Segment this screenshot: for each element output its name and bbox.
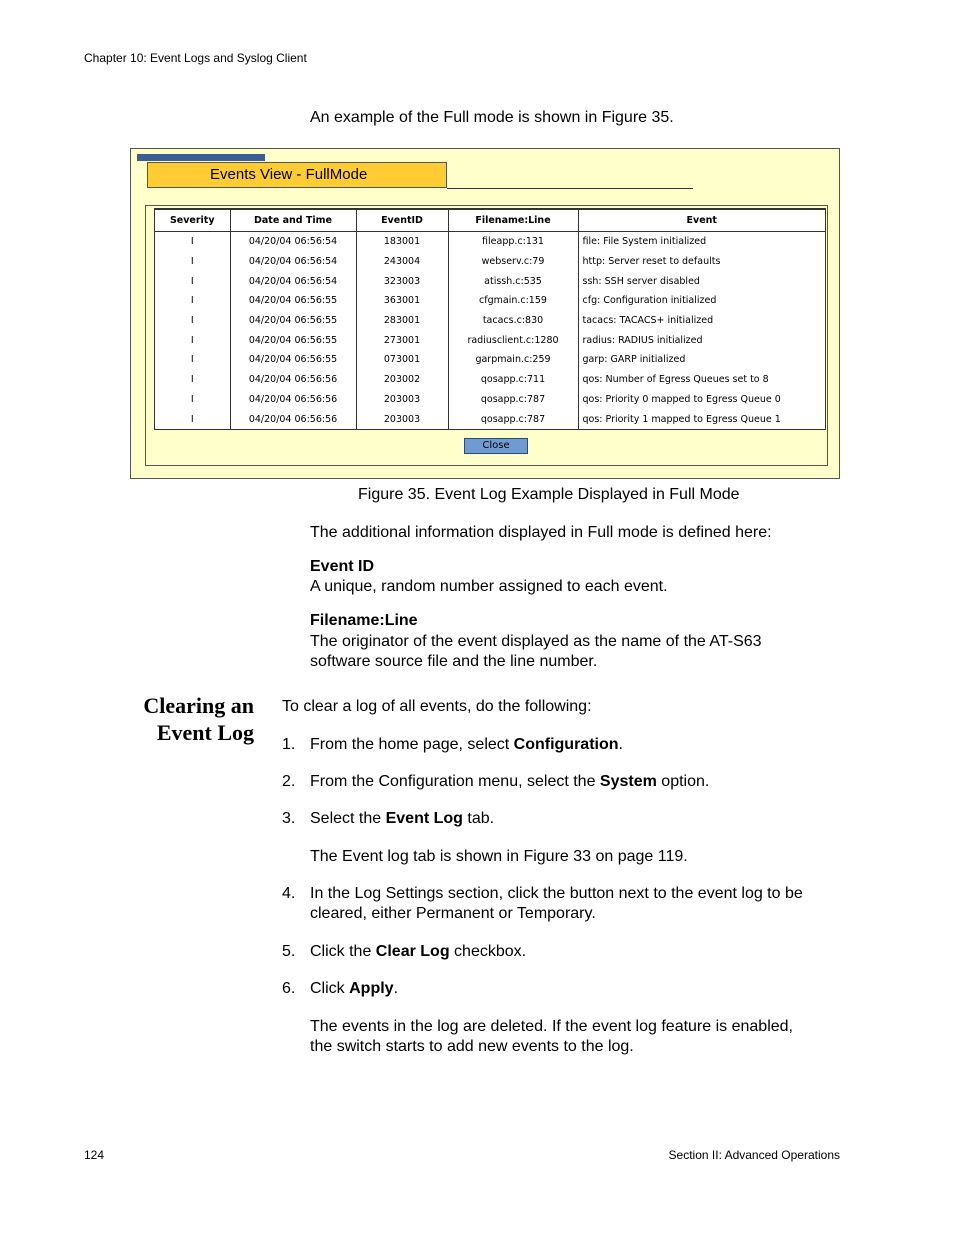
table-cell: I bbox=[155, 252, 230, 272]
event-id-term: Event ID bbox=[310, 558, 375, 575]
events-table-box bbox=[154, 208, 826, 430]
step-text: . bbox=[393, 980, 399, 997]
filename-definition-line-1: The originator of the event displayed as the name of the AT-S63 bbox=[310, 633, 762, 650]
table-cell: 04/20/04 06:56:54 bbox=[230, 271, 356, 291]
step-text: Click bbox=[310, 980, 350, 997]
table-row bbox=[155, 311, 825, 331]
figure-caption: Figure 35. Event Log Example Displayed in Full Mode bbox=[358, 486, 740, 503]
table-cell: 073001 bbox=[356, 350, 448, 370]
table-cell: atissh.c:535 bbox=[448, 271, 578, 291]
table-cell: qosapp.c:787 bbox=[448, 390, 578, 410]
column-header: Filename:Line bbox=[448, 210, 578, 232]
table-cell: 04/20/04 06:56:56 bbox=[230, 409, 356, 429]
table-cell: cfgmain.c:159 bbox=[448, 291, 578, 311]
table-cell: I bbox=[155, 232, 230, 252]
table-cell: garpmain.c:259 bbox=[448, 350, 578, 370]
table-cell: 04/20/04 06:56:56 bbox=[230, 370, 356, 390]
table-cell: qos: Priority 1 mapped to Egress Queue 1 bbox=[582, 413, 781, 425]
table-cell: 183001 bbox=[356, 232, 448, 252]
table-row bbox=[155, 409, 825, 429]
table-cell: 04/20/04 06:56:55 bbox=[230, 291, 356, 311]
table-cell: 203003 bbox=[356, 390, 448, 410]
step-text: Select the bbox=[310, 810, 386, 827]
table-cell: ssh: SSH server disabled bbox=[582, 275, 700, 287]
table-cell: radiusclient.c:1280 bbox=[448, 330, 578, 350]
section-title-line-1: Clearing an bbox=[143, 693, 254, 718]
step-bold-term: Configuration bbox=[513, 736, 619, 753]
step-number: 1. bbox=[282, 736, 296, 753]
table-cell: 04/20/04 06:56:56 bbox=[230, 390, 356, 410]
table-cell: 04/20/04 06:56:55 bbox=[230, 330, 356, 350]
column-header: EventID bbox=[356, 210, 448, 232]
table-row bbox=[155, 232, 825, 252]
table-cell: tacacs.c:830 bbox=[448, 311, 578, 331]
step-text: From the home page, select bbox=[310, 736, 514, 753]
step-text: . bbox=[618, 736, 623, 753]
step-text: From the Configuration menu, select the bbox=[310, 773, 600, 790]
chapter-header: Chapter 10: Event Logs and Syslog Client bbox=[84, 51, 307, 65]
page-number: 124 bbox=[84, 1148, 105, 1162]
table-cell: qosapp.c:787 bbox=[448, 409, 578, 429]
step-bold-term: System bbox=[599, 773, 657, 790]
column-header: Event bbox=[578, 210, 825, 232]
table-cell: 04/20/04 06:56:55 bbox=[230, 350, 356, 370]
table-cell: I bbox=[155, 390, 230, 410]
table-row bbox=[155, 350, 825, 370]
section-lead: To clear a log of all events, do the following: bbox=[282, 698, 592, 715]
column-header: Severity bbox=[155, 210, 230, 232]
events-table bbox=[155, 210, 825, 429]
section-title bbox=[100, 692, 254, 746]
table-row bbox=[155, 271, 825, 291]
table-cell: 273001 bbox=[356, 330, 448, 350]
step-bold-term: Clear Log bbox=[375, 943, 450, 960]
events-frame bbox=[145, 205, 828, 466]
table-cell: 04/20/04 06:56:54 bbox=[230, 232, 356, 252]
step-6-note-line-1: The events in the log are deleted. If the event log feature is enabled, bbox=[310, 1018, 793, 1035]
step-2-text bbox=[310, 772, 709, 792]
table-cell: 243004 bbox=[356, 252, 448, 272]
step-6-text bbox=[310, 979, 398, 999]
table-row bbox=[155, 291, 825, 311]
step-1-text bbox=[310, 735, 623, 755]
filename-definition-line-2: software source file and the line number. bbox=[310, 653, 598, 670]
column-header: Date and Time bbox=[230, 210, 356, 232]
table-cell: 323003 bbox=[356, 271, 448, 291]
step-text: checkbox. bbox=[449, 943, 527, 960]
table-cell: garp: GARP initialized bbox=[582, 354, 686, 366]
table-row bbox=[155, 390, 825, 410]
filename-term: Filename:Line bbox=[310, 612, 418, 629]
table-row bbox=[155, 330, 825, 350]
table-cell: qosapp.c:711 bbox=[448, 370, 578, 390]
step-3-text bbox=[310, 809, 494, 829]
event-id-definition: A unique, random number assigned to each event. bbox=[310, 578, 668, 595]
step-number: 3. bbox=[282, 810, 296, 827]
events-view-figure bbox=[130, 148, 840, 479]
step-5-text bbox=[310, 942, 526, 962]
table-cell: 363001 bbox=[356, 291, 448, 311]
table-cell: 283001 bbox=[356, 311, 448, 331]
step-6-note-line-2: the switch starts to add new events to the log. bbox=[310, 1038, 634, 1055]
table-cell: 04/20/04 06:56:54 bbox=[230, 252, 356, 272]
step-4-line-1: In the Log Settings section, click the button next to the event log to be bbox=[310, 885, 803, 902]
close-button[interactable]: Close bbox=[464, 438, 528, 454]
table-cell: I bbox=[155, 271, 230, 291]
step-number: 4. bbox=[282, 885, 296, 902]
table-cell: webserv.c:79 bbox=[448, 252, 578, 272]
step-bold-term: Event Log bbox=[385, 810, 463, 827]
footer-section: Section II: Advanced Operations bbox=[668, 1148, 840, 1162]
table-cell: I bbox=[155, 409, 230, 429]
step-number: 6. bbox=[282, 980, 296, 997]
table-cell: I bbox=[155, 330, 230, 350]
step-text: option. bbox=[656, 773, 710, 790]
table-row bbox=[155, 252, 825, 272]
step-4-line-2: cleared, either Permanent or Temporary. bbox=[310, 905, 596, 922]
section-title-line-2: Event Log bbox=[156, 720, 254, 745]
tab-bar bbox=[137, 154, 265, 161]
table-cell: I bbox=[155, 370, 230, 390]
table-cell: 203003 bbox=[356, 409, 448, 429]
figure-panel-title: Events View - FullMode bbox=[147, 162, 447, 188]
step-bold-term: Apply bbox=[349, 980, 394, 997]
table-cell: qos: Priority 0 mapped to Egress Queue 0 bbox=[582, 393, 781, 405]
step-text: tab. bbox=[462, 810, 495, 827]
table-cell: 04/20/04 06:56:55 bbox=[230, 311, 356, 331]
step-number: 5. bbox=[282, 943, 296, 960]
table-row bbox=[155, 370, 825, 390]
info-lead: The additional information displayed in Full mode is defined here: bbox=[310, 524, 772, 541]
table-cell: file: File System initialized bbox=[582, 236, 707, 248]
table-cell: I bbox=[155, 350, 230, 370]
table-header-row bbox=[155, 210, 825, 232]
table-cell: tacacs: TACACS+ initialized bbox=[582, 315, 714, 327]
step-3-note: The Event log tab is shown in Figure 33 on page 119. bbox=[310, 848, 688, 865]
step-number: 2. bbox=[282, 773, 296, 790]
table-cell: I bbox=[155, 311, 230, 331]
table-cell: I bbox=[155, 291, 230, 311]
table-cell: cfg: Configuration initialized bbox=[582, 295, 717, 307]
table-cell: radius: RADIUS initialized bbox=[582, 334, 703, 346]
title-underline bbox=[447, 188, 693, 189]
step-text: Click the bbox=[310, 943, 376, 960]
table-cell: 203002 bbox=[356, 370, 448, 390]
intro-text: An example of the Full mode is shown in Figure 35. bbox=[310, 109, 674, 126]
table-cell: qos: Number of Egress Queues set to 8 bbox=[582, 374, 769, 386]
table-cell: http: Server reset to defaults bbox=[582, 256, 721, 268]
table-cell: fileapp.c:131 bbox=[448, 232, 578, 252]
